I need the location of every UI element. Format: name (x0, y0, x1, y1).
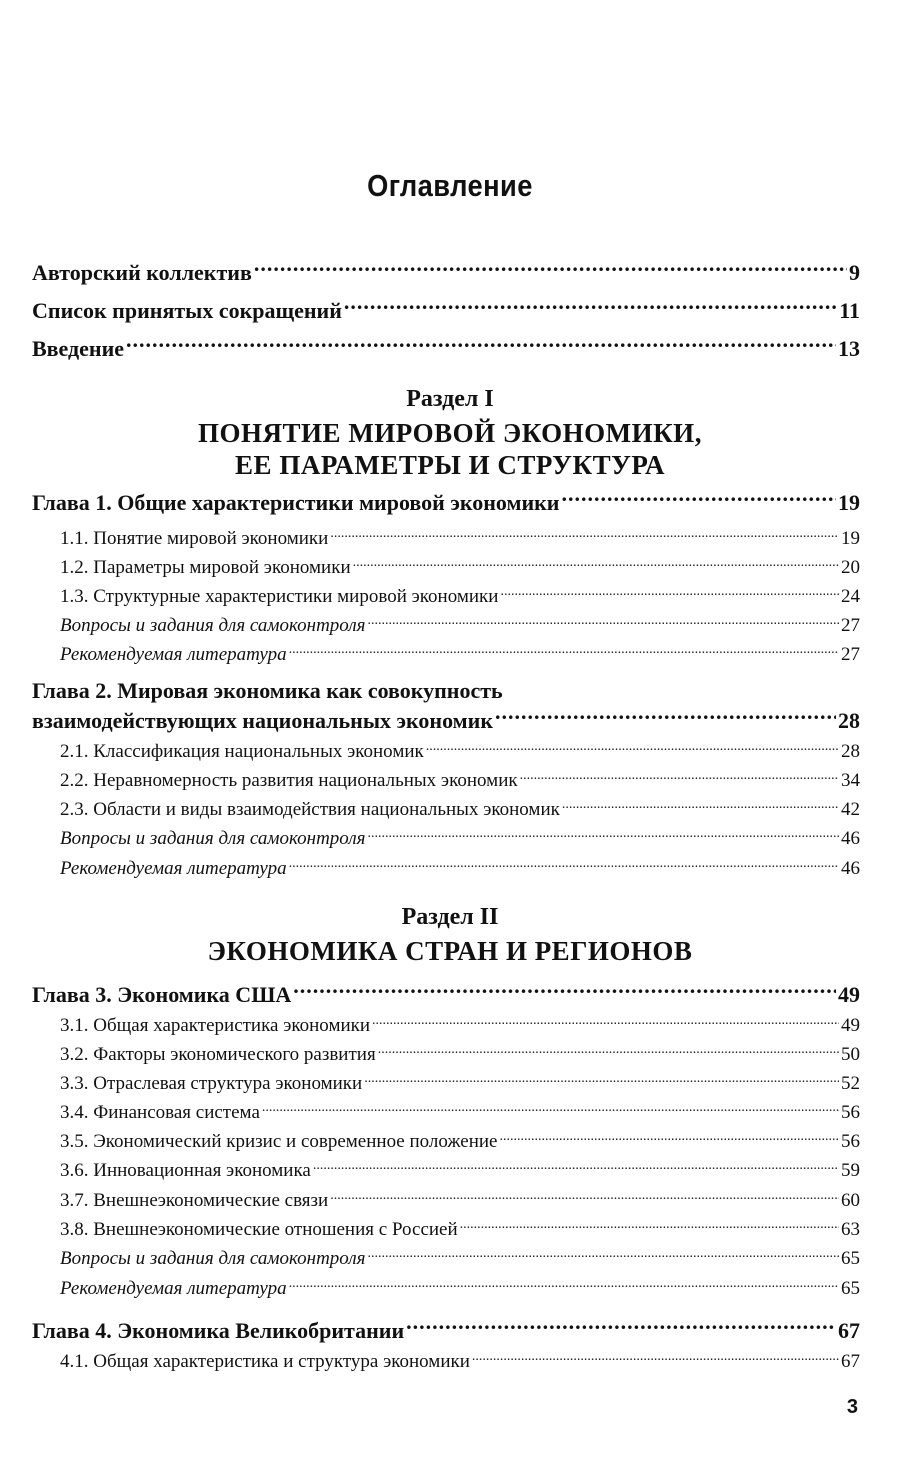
toc-entry-page: 27 (841, 615, 860, 636)
toc-entry-label: Вопросы и задания для самоконтроля (60, 828, 366, 849)
leader-dots (313, 1157, 839, 1176)
toc-entry-page: 50 (841, 1044, 860, 1065)
toc-entry-label: 3.8. Внешнеэкономические отношения с Россией (60, 1219, 458, 1240)
toc-entry-page: 60 (841, 1190, 860, 1211)
toc-entry-2-3[interactable] (60, 796, 860, 821)
toc-entry-page: 52 (841, 1073, 860, 1094)
toc-entry-label: 3.4. Финансовая система (60, 1102, 260, 1123)
toc-entry-page: 19 (838, 490, 860, 515)
toc-entry-page: 46 (841, 858, 860, 879)
toc-entry-page: 56 (841, 1102, 860, 1123)
toc-entry-label: 3.7. Внешнеэкономические связи (60, 1190, 329, 1211)
toc-entry-page: 67 (841, 1351, 860, 1372)
toc-chapter-2[interactable] (32, 706, 860, 734)
toc-entry-label: 2.2. Неравномерность развития национальных экономик (60, 770, 518, 791)
toc-entry-label: Авторский коллектив (32, 260, 252, 285)
toc-entry-2-literature[interactable] (60, 855, 860, 880)
leader-dots (460, 1216, 839, 1235)
toc-entry-1-2[interactable] (60, 554, 860, 579)
leader-dots (367, 612, 839, 631)
leader-dots (367, 825, 839, 844)
toc-entry-page: 24 (841, 586, 860, 607)
leader-dots (330, 1187, 839, 1206)
toc-entry-2-questions[interactable] (60, 825, 860, 850)
toc-entry-label: Рекомендуемая литература (60, 858, 287, 879)
toc-chapter-3[interactable] (32, 980, 860, 1008)
leader-dots (372, 1012, 839, 1031)
toc-entry-label: 1.2. Параметры мировой экономики (60, 557, 351, 578)
toc-entry-label: Рекомендуемая литература (60, 644, 287, 665)
toc-entry-3-1[interactable] (60, 1012, 860, 1037)
leader-dots (353, 554, 839, 573)
toc-entry-3-literature[interactable] (60, 1275, 860, 1300)
toc-entry-label: Вопросы и задания для самоконтроля (60, 615, 366, 636)
toc-entry-label: 3.3. Отраслевая структура экономики (60, 1073, 363, 1094)
toc-entry-label: взаимодействующих национальных экономик (32, 708, 494, 733)
toc-entry-page: 13 (838, 336, 860, 361)
leader-dots (126, 334, 836, 356)
toc-entry-page: 65 (841, 1278, 860, 1299)
toc-entry-page: 27 (841, 644, 860, 665)
leader-dots (289, 641, 839, 660)
leader-dots (500, 1128, 840, 1147)
toc-entry-abbreviations[interactable] (32, 296, 860, 324)
toc-entry-page: 20 (841, 557, 860, 578)
toc-entry-1-1[interactable] (60, 525, 860, 550)
toc-entry-3-6[interactable] (60, 1157, 860, 1182)
toc-entry-label: 2.1. Классификация национальных экономик (60, 741, 424, 762)
toc-entry-label: Рекомендуемая литература (60, 1278, 287, 1299)
leader-dots (561, 488, 836, 510)
toc-entry-2-2[interactable] (60, 767, 860, 792)
leader-dots (293, 980, 836, 1002)
toc-entry-label: 3.6. Инновационная экономика (60, 1160, 311, 1181)
toc-entry-4-1[interactable] (60, 1348, 860, 1373)
toc-entry-2-1[interactable] (60, 738, 860, 763)
leader-dots (520, 767, 839, 786)
toc-entry-page: 19 (841, 528, 860, 549)
leader-dots (344, 296, 837, 318)
leader-dots (254, 258, 847, 280)
toc-entry-label: Глава 1. Общие характеристики мировой экономики (32, 490, 560, 515)
toc-entry-page: 59 (841, 1160, 860, 1181)
toc-entry-3-4[interactable] (60, 1099, 860, 1124)
toc-entry-label: 4.1. Общая характеристика и структура экономики (60, 1351, 470, 1372)
toc-entry-3-5[interactable] (60, 1128, 860, 1153)
toc-entry-page: 42 (841, 799, 860, 820)
toc-entry-3-questions[interactable] (60, 1245, 860, 1270)
section-2-label: Раздел II (401, 904, 499, 930)
leader-dots (426, 738, 839, 757)
toc-entry-1-questions[interactable] (60, 612, 860, 637)
section-2-title: ЭКОНОМИКА СТРАН И РЕГИОНОВ (207, 936, 693, 966)
toc-entry-label: Глава 4. Экономика Великобритании (32, 1318, 405, 1343)
toc-entry-label: 2.3. Области и виды взаимодействия национальных экономик (60, 799, 560, 820)
toc-entry-label: 3.5. Экономический кризис и современное положение (60, 1131, 498, 1152)
toc-entry-page: 28 (841, 741, 860, 762)
toc-entry-label: 3.2. Факторы экономического развития (60, 1044, 376, 1065)
section-1-title-line1: ПОНЯТИЕ МИРОВОЙ ЭКОНОМИКИ, (198, 418, 702, 448)
leader-dots (500, 583, 839, 602)
toc-entry-page: 49 (838, 982, 860, 1007)
leader-dots (364, 1070, 839, 1089)
toc-chapter-2-line1[interactable]: Глава 2. Мировая экономика как совокупность (32, 678, 503, 703)
toc-entry-1-3[interactable] (60, 583, 860, 608)
leader-dots (330, 525, 839, 544)
toc-entry-label: 1.1. Понятие мировой экономики (60, 528, 329, 549)
leader-dots (472, 1348, 839, 1367)
toc-entry-introduction[interactable] (32, 334, 860, 362)
toc-entry-3-2[interactable] (60, 1041, 860, 1066)
toc-entry-page: 49 (841, 1015, 860, 1036)
section-1-label: Раздел I (406, 386, 494, 412)
toc-entry-label: Вопросы и задания для самоконтроля (60, 1248, 366, 1269)
toc-entry-page: 28 (838, 708, 860, 733)
leader-dots (262, 1099, 839, 1118)
toc-entry-label: Глава 3. Экономика США (32, 982, 292, 1007)
toc-entry-3-7[interactable] (60, 1187, 860, 1212)
toc-entry-page: 56 (841, 1131, 860, 1152)
toc-entry-page: 11 (839, 298, 860, 323)
toc-entry-page: 9 (849, 260, 860, 285)
page-number: 3 (846, 1396, 858, 1418)
section-1-title-line2: ЕЕ ПАРАМЕТРЫ И СТРУКТУРА (235, 450, 665, 480)
leader-dots (367, 1245, 839, 1264)
leader-dots (378, 1041, 839, 1060)
leader-dots (495, 706, 836, 728)
toc-entry-3-8[interactable] (60, 1216, 860, 1241)
toc-entry-page: 34 (841, 770, 860, 791)
toc-entry-page: 63 (841, 1219, 860, 1240)
toc-entry-page: 46 (841, 828, 860, 849)
leader-dots (406, 1316, 836, 1338)
toc-chapter-4[interactable] (32, 1316, 860, 1344)
toc-entry-page: 65 (841, 1248, 860, 1269)
toc-entry-label: 3.1. Общая характеристика экономики (60, 1015, 371, 1036)
toc-entry-label: 1.3. Структурные характеристики мировой экономики (60, 586, 499, 607)
leader-dots (289, 855, 839, 874)
toc-entry-label: Список принятых сокращений (32, 298, 342, 323)
toc-entry-3-3[interactable] (60, 1070, 860, 1095)
toc-entry-label: Введение (32, 336, 125, 361)
toc-entry-authors[interactable] (32, 258, 860, 286)
toc-entry-1-literature[interactable] (60, 641, 860, 666)
page-title: Оглавление (367, 168, 533, 203)
toc-chapter-1[interactable] (32, 488, 860, 516)
toc-entry-page: 67 (838, 1318, 860, 1343)
leader-dots (289, 1275, 839, 1294)
leader-dots (562, 796, 839, 815)
